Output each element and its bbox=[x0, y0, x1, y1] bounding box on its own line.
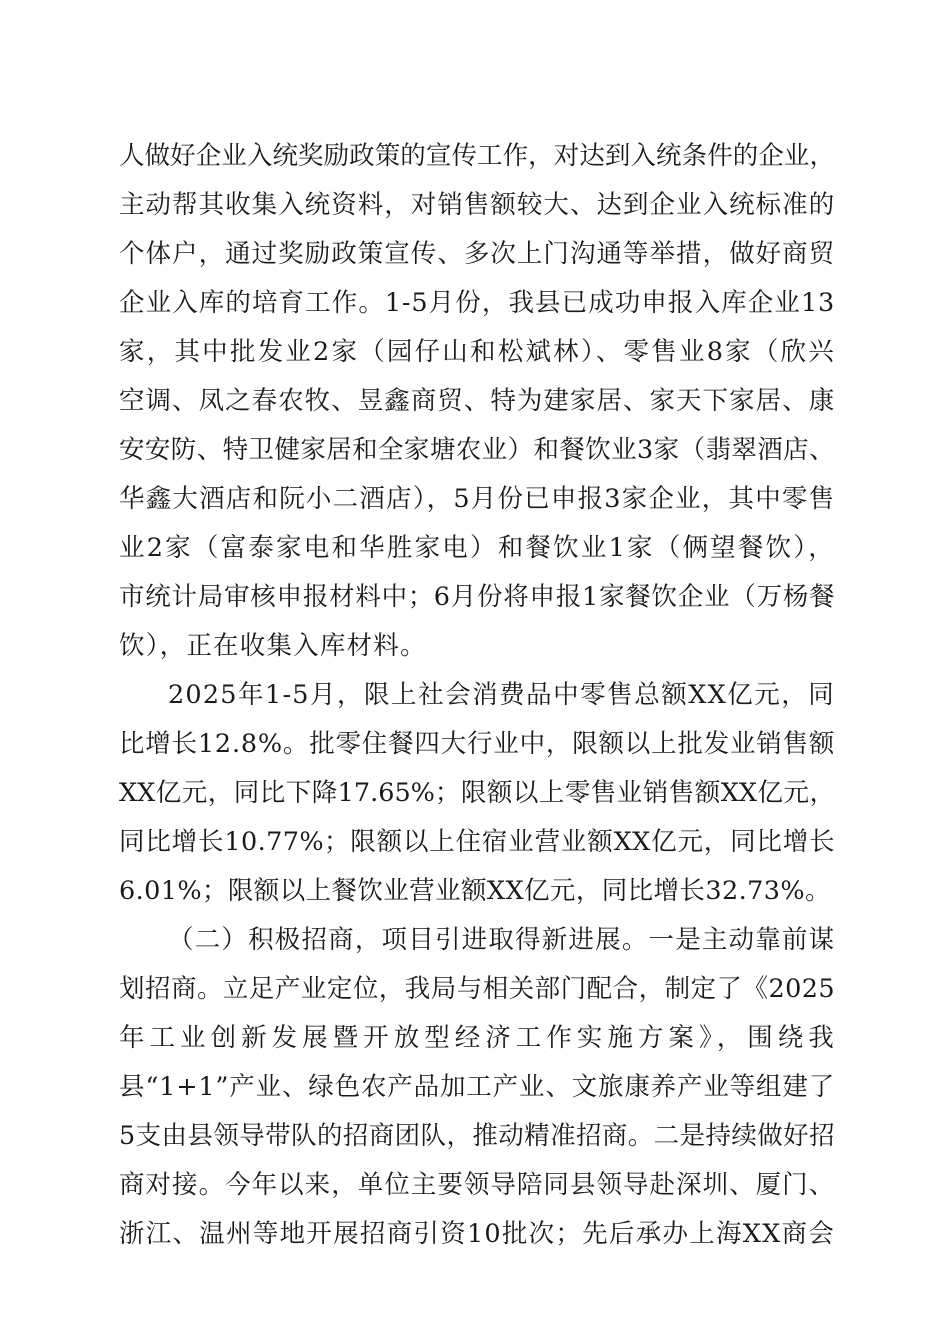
text-line: 企业入库的培育工作。1-5月份，我县已成功申报入库企业13 bbox=[119, 288, 835, 318]
text-line: 个体户，通过奖励政策宣传、多次上门沟通等举措，做好商贸 bbox=[119, 239, 835, 269]
text-line: 5支由县领导带队的招商团队，推动精准招商。二是持续做好招 bbox=[119, 1121, 835, 1151]
text-line: 商对接。今年以来，单位主要领导陪同县领导赴深圳、厦门、 bbox=[119, 1170, 835, 1200]
text-line: 业2家（富泰家电和华胜家电）和餐饮业1家（俩望餐饮）， bbox=[119, 533, 835, 563]
text-line: XX亿元，同比下降17.65%；限额以上零售业销售额XX亿元， bbox=[119, 778, 835, 808]
text-line: 2025年1-5月，限上社会消费品中零售总额XX亿元，同 bbox=[168, 680, 835, 710]
text-line: 安安防、特卫健家居和全家塘农业）和餐饮业3家（翡翠酒店、 bbox=[119, 435, 835, 465]
text-line: 主动帮其收集入统资料，对销售额较大、达到企业入统标准的 bbox=[119, 190, 835, 220]
text-line: 同比增长10.77%；限额以上住宿业营业额XX亿元，同比增长 bbox=[119, 827, 835, 857]
text-line: 家，其中批发业2家（园仔山和松斌林）、零售业8家（欣兴 bbox=[119, 337, 835, 367]
text-line: 饮），正在收集入库材料。 bbox=[119, 631, 427, 661]
text-line: 县“1+1”产业、绿色农产品加工产业、文旅康养产业等组建了 bbox=[119, 1072, 835, 1102]
text-line: 比增长12.8%。批零住餐四大行业中，限额以上批发业销售额 bbox=[119, 729, 836, 759]
text-line: 华鑫大酒店和阮小二酒店），5月份已申报3家企业，其中零售 bbox=[119, 484, 836, 514]
text-line: （二）积极招商，项目引进取得新进展。一是主动靠前谋 bbox=[168, 925, 835, 955]
text-line: 浙江、温州等地开展招商引资10批次；先后承办上海XX商会 bbox=[119, 1219, 835, 1249]
text-line: 6.01%；限额以上餐饮业营业额XX亿元，同比增长32.73%。 bbox=[119, 876, 831, 906]
text-line: 市统计局审核申报材料中；6月份将申报1家餐饮企业（万杨餐 bbox=[119, 582, 835, 612]
text-line: 人做好企业入统奖励政策的宣传工作，对达到入统条件的企业， bbox=[119, 141, 835, 171]
text-line: 划招商。立足产业定位，我局与相关部门配合，制定了《2025 bbox=[119, 974, 835, 1004]
text-line: 年工业创新发展暨开放型经济工作实施方案》，围绕我 bbox=[119, 1023, 835, 1053]
text-line: 空调、凤之春农牧、昱鑫商贸、特为建家居、家天下家居、康 bbox=[119, 386, 835, 416]
